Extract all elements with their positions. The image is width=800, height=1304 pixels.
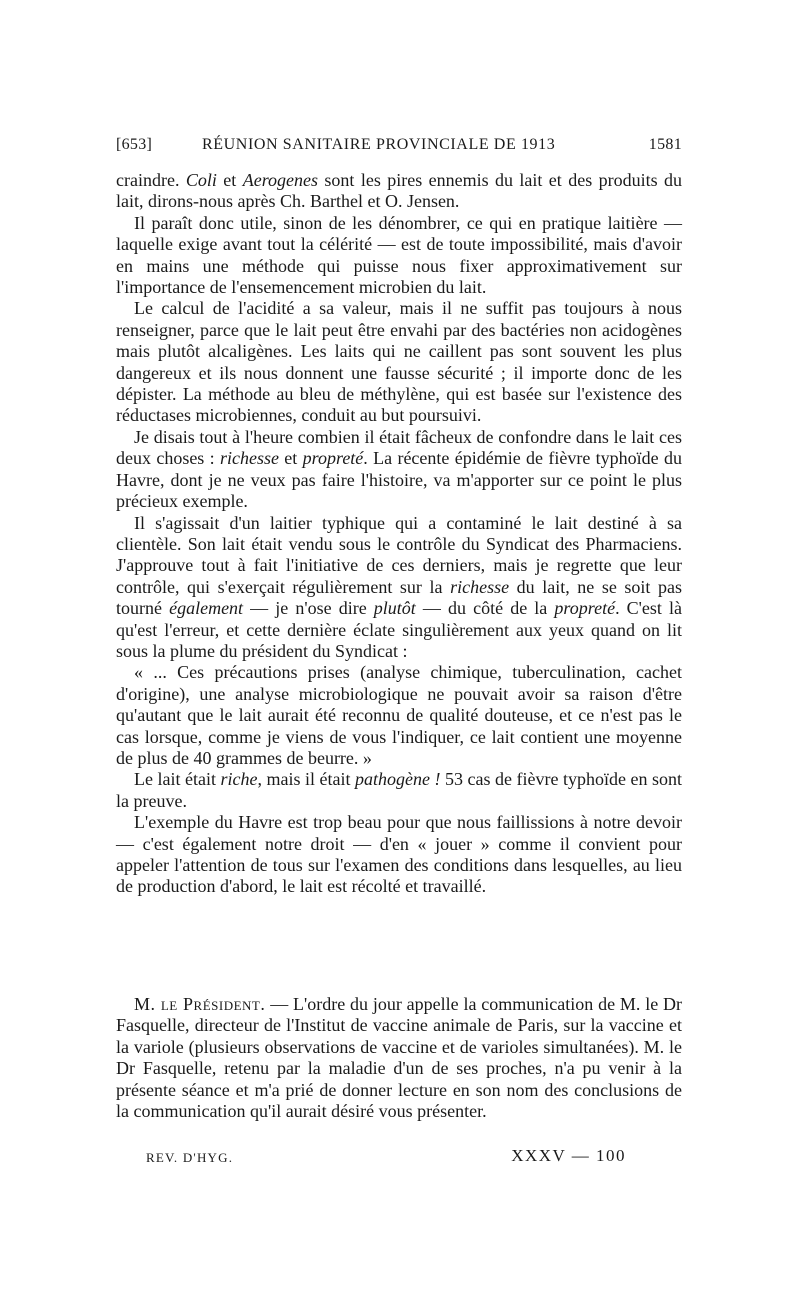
president-text: — L'ordre du jour appelle la communication de M. le Dr Fasquelle, directeur de l'Institut de vaccine animale de Paris, sur la vaccine et la variole (plusieurs observations de vaccine et de varioles simultanées). M. le Dr Fasquelle, retenu par la maladie d'un de ses proches, n'a pu venir à la présente séance et m'a prié de donner lecture en son nom des conclusions de la communication qu'il aurait désiré vous présenter. <box>116 994 682 1122</box>
speaker-label: M. le Président. <box>134 994 266 1014</box>
president-section <box>116 994 682 1122</box>
paragraph-8: L'exemple du Havre est trop beau pour que nous faillissions à notre devoir — c'est également notre droit — d'en « jouer » comme il convient pour appeler l'attention de tous sur l'examen des conditions dans lesquelles, au lieu de production d'abord, le lait est récolté et travaillé. <box>116 812 682 897</box>
page-bracket-number: [653] <box>116 136 153 153</box>
paragraph-2: Il paraît donc utile, sinon de les dénombrer, ce qui en pratique laitière — laquelle exige avant tout la célérité — est de toute impossibilité, mais d'avoir en mains une méthode qui puisse nous fixer approximativement sur l'importance de l'ensemencement microbien du lait. <box>116 212 682 298</box>
paragraph-5: Il s'agissait d'un laitier typhique qui a contaminé le lait destiné à sa clientèle. Son lait était vendu sous le contrôle du Syndicat des Pharmaciens. J'approuve tout à fait l'initiative de ces derniers, mais je regrette que leur contrôle, qui s'exerçait régulièrement sur la richesse du lait, ne se soit pas tourné également — je n'ose dire plutôt — du côté de la propreté. C'est là qu'est l'erreur, et cette dernière éclate singulièrement aux yeux quand on lit sous la plume du président du Syndicat : <box>116 512 683 661</box>
italic-richesse: richesse <box>219 448 279 469</box>
italic-egalement: également <box>169 598 244 619</box>
italic-richesse-2: richesse <box>450 576 510 597</box>
paragraph-7: Le lait était riche, mais il était pathogène ! 53 cas de fièvre typhoïde en sont la preuve. <box>116 769 682 811</box>
running-header <box>116 136 682 162</box>
italic-coli: Coli <box>185 170 217 190</box>
paragraph-4: Je disais tout à l'heure combien il était fâcheux de confondre dans le lait ces deux choses : richesse et propreté. La récente épidémie de fièvre typhoïde du Havre, dont je ne veux pas faire l'histoire, va m'apporter sur ce point le plus précieux exemple. <box>116 426 682 512</box>
italic-riche: riche <box>220 769 258 790</box>
italic-proprete-2: propreté <box>554 598 616 619</box>
italic-pathogene: pathogène ! <box>355 769 441 790</box>
italic-plutot: plutôt <box>373 598 416 619</box>
italic-aerogenes: Aerogenes <box>242 170 319 190</box>
page-number: 1581 <box>648 136 682 153</box>
journal-abbreviation: REV. D'HYG. <box>146 1150 234 1165</box>
quoted-paragraph: « ... Ces précautions prises (analyse chimique, tuberculination, cachet d'origine), une analyse microbiologique ne pouvait avoir sa raison d'être qu'autant que le lait aurait été reconnu de qualité douteuse, et ce n'est pas le cas lorsque, comme je viens de vous l'indiquer, ce lait contient une moyenne de plus de 40 grammes de beurre. » <box>116 662 682 768</box>
page-footer <box>146 1146 626 1172</box>
paragraph-3: Le calcul de l'acidité a sa valeur, mais il ne suffit pas toujours à nous renseigner, parce que le lait peut être envahi par des bactéries non acidogènes mais plutôt alcaligènes. Les laits qui ne caillent pas sont souvent les plus dangereux et ils nous donnent une fausse sécurité ; il importe donc de les dépister. La méthode au bleu de méthylène, qui est basée sur l'existence des réductases microbiennes, conduit au but poursuivi. <box>116 298 682 426</box>
president-paragraph <box>116 994 682 1122</box>
body-text <box>116 170 682 898</box>
paragraph-1: craindre. Coli et Aerogenes sont les pires ennemis du lait et des produits du lait, dirons-nous après Ch. Barthel et O. Jensen. <box>116 170 683 212</box>
running-title: RÉUNION SANITAIRE PROVINCIALE DE 1913 <box>202 136 556 153</box>
volume-signature: XXXV — 100 <box>511 1146 626 1165</box>
italic-proprete: propreté <box>302 448 364 469</box>
